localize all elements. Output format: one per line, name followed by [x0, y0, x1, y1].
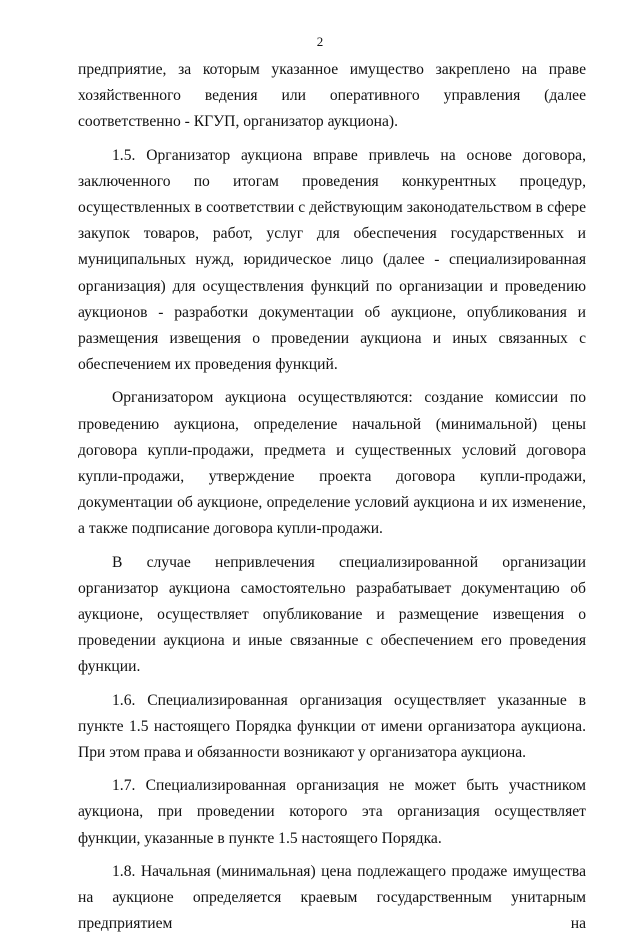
document-body: [78, 57, 586, 945]
page-number: 2: [316, 34, 324, 49]
paragraph-clause-1-6: 1.6. Специализированная организация осуществляет указанные в пункте 1.5 настоящего Порядка функции от имени организатора аукциона. При этом права и обязанности возникают у организатора аукциона.: [78, 691, 586, 762]
paragraph-continuation: предприятие, за которым указанное имущество закреплено на праве хозяйственного ведения или оперативного управления (далее соответственно - КГУП, организатор аукциона).: [78, 61, 586, 131]
paragraph-clause-1-8: 1.8. Начальная (минимальная) цена подлежащего продаже имущества на аукционе определяется краевым государственным унитарным предприятием на: [78, 862, 586, 933]
paragraph-no-specialized-org: В случае непривлечения специализированной организации организатор аукциона самостоятельно разрабатывает документацию об аукционе, осуществляет опубликование и размещение извещения о проведении аукциона и иные связанные с обеспечением его проведения функции.: [78, 553, 586, 676]
paragraph-organizer-duties: Организатором аукциона осуществляются: создание комиссии по проведению аукциона, определение начальной (минимальной) цены договора купли-продажи, предмета и существенных условий договора купли-продажи, утверждение проекта договора купли-продажи, документации об аукционе, определение условий аукциона и их изменение, а также подписание договора купли-продажи.: [78, 389, 586, 538]
paragraph-clause-1-7: 1.7. Специализированная организация не может быть участником аукциона, при проведении которого эта организация осуществляет функции, указанные в пункте 1.5 настоящего Порядка.: [78, 777, 586, 847]
paragraph-clause-1-5: 1.5. Организатор аукциона вправе привлечь на основе договора, заключенного по итогам проведения конкурентных процедур, осуществленных в соответствии с действующим законодательством в сфере закупок товаров, работ, услуг для обеспечения государственных и муниципальных нужд, юридическое лицо (далее - специализированная организация) для осуществления функций по организации и проведению аукционов - разработки документации об аукционе, опубликования и размещения извещения о проведении аукциона и иных связанных с обеспечением их проведения функций.: [78, 146, 586, 374]
